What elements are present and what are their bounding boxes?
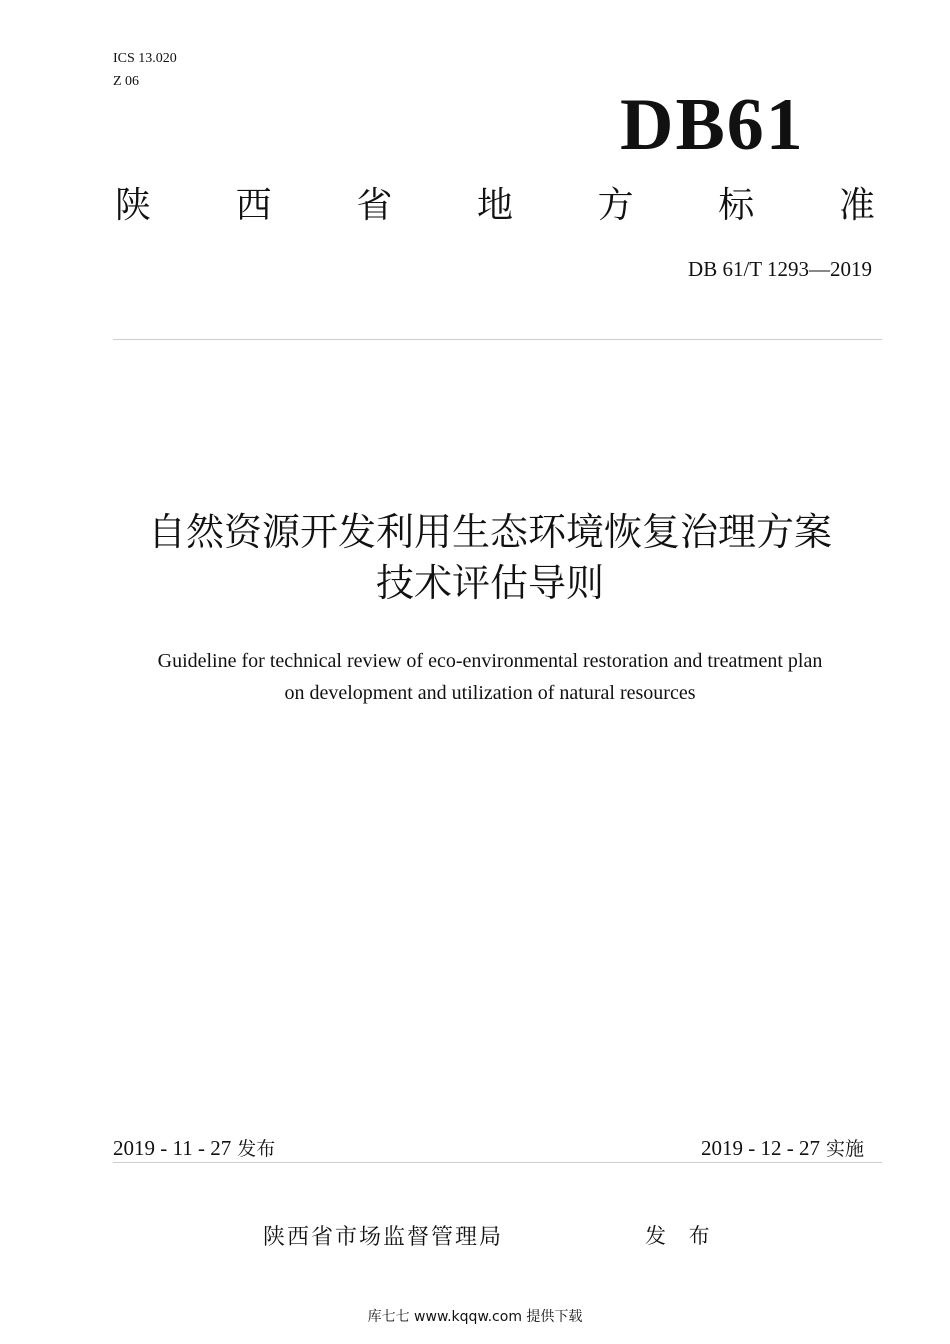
issuer-name: 陕西省市场监督管理局 <box>263 1225 504 1250</box>
title-cn-line2: 技术评估导则 <box>375 561 604 605</box>
standard-type-char: 标 <box>718 185 755 226</box>
standard-code: DB 61/T 1293—2019 <box>688 257 872 281</box>
ccs-code: Z 06 <box>113 74 140 89</box>
standard-type-char: 地 <box>476 185 513 226</box>
standard-type-char: 准 <box>838 185 875 226</box>
title-en-line2: on development and utilization of natural resources <box>284 682 696 704</box>
standard-type-char: 陕 <box>115 185 152 226</box>
standard-type-char: 方 <box>597 185 634 226</box>
standard-type-heading <box>115 182 875 230</box>
publish-date-block <box>113 1134 275 1161</box>
publish-date: 2019 - 11 - 27 <box>113 1136 232 1160</box>
ics-code: ICS 13.020 <box>113 51 177 66</box>
standard-type-char: 西 <box>235 185 272 226</box>
title-cn-line1: 自然资源开发利用生态环境恢复治理方案 <box>147 510 832 554</box>
classification-codes <box>113 47 177 93</box>
implement-label: 实施 <box>826 1138 865 1160</box>
download-footer: 库七七 www.kqqw.com 提供下载 <box>367 1309 583 1325</box>
implement-date-block <box>701 1134 864 1161</box>
publish-label: 发布 <box>237 1138 276 1160</box>
header-divider <box>113 339 882 340</box>
implement-date: 2019 - 12 - 27 <box>701 1136 820 1160</box>
footer-divider <box>113 1162 882 1163</box>
title-en-line1: Guideline for technical review of eco-environmental restoration and treatment plan <box>157 650 823 672</box>
standard-logo: DB61 <box>620 84 805 166</box>
issuer-label: 发 布 <box>645 1224 718 1248</box>
standard-type-char: 省 <box>356 185 393 226</box>
